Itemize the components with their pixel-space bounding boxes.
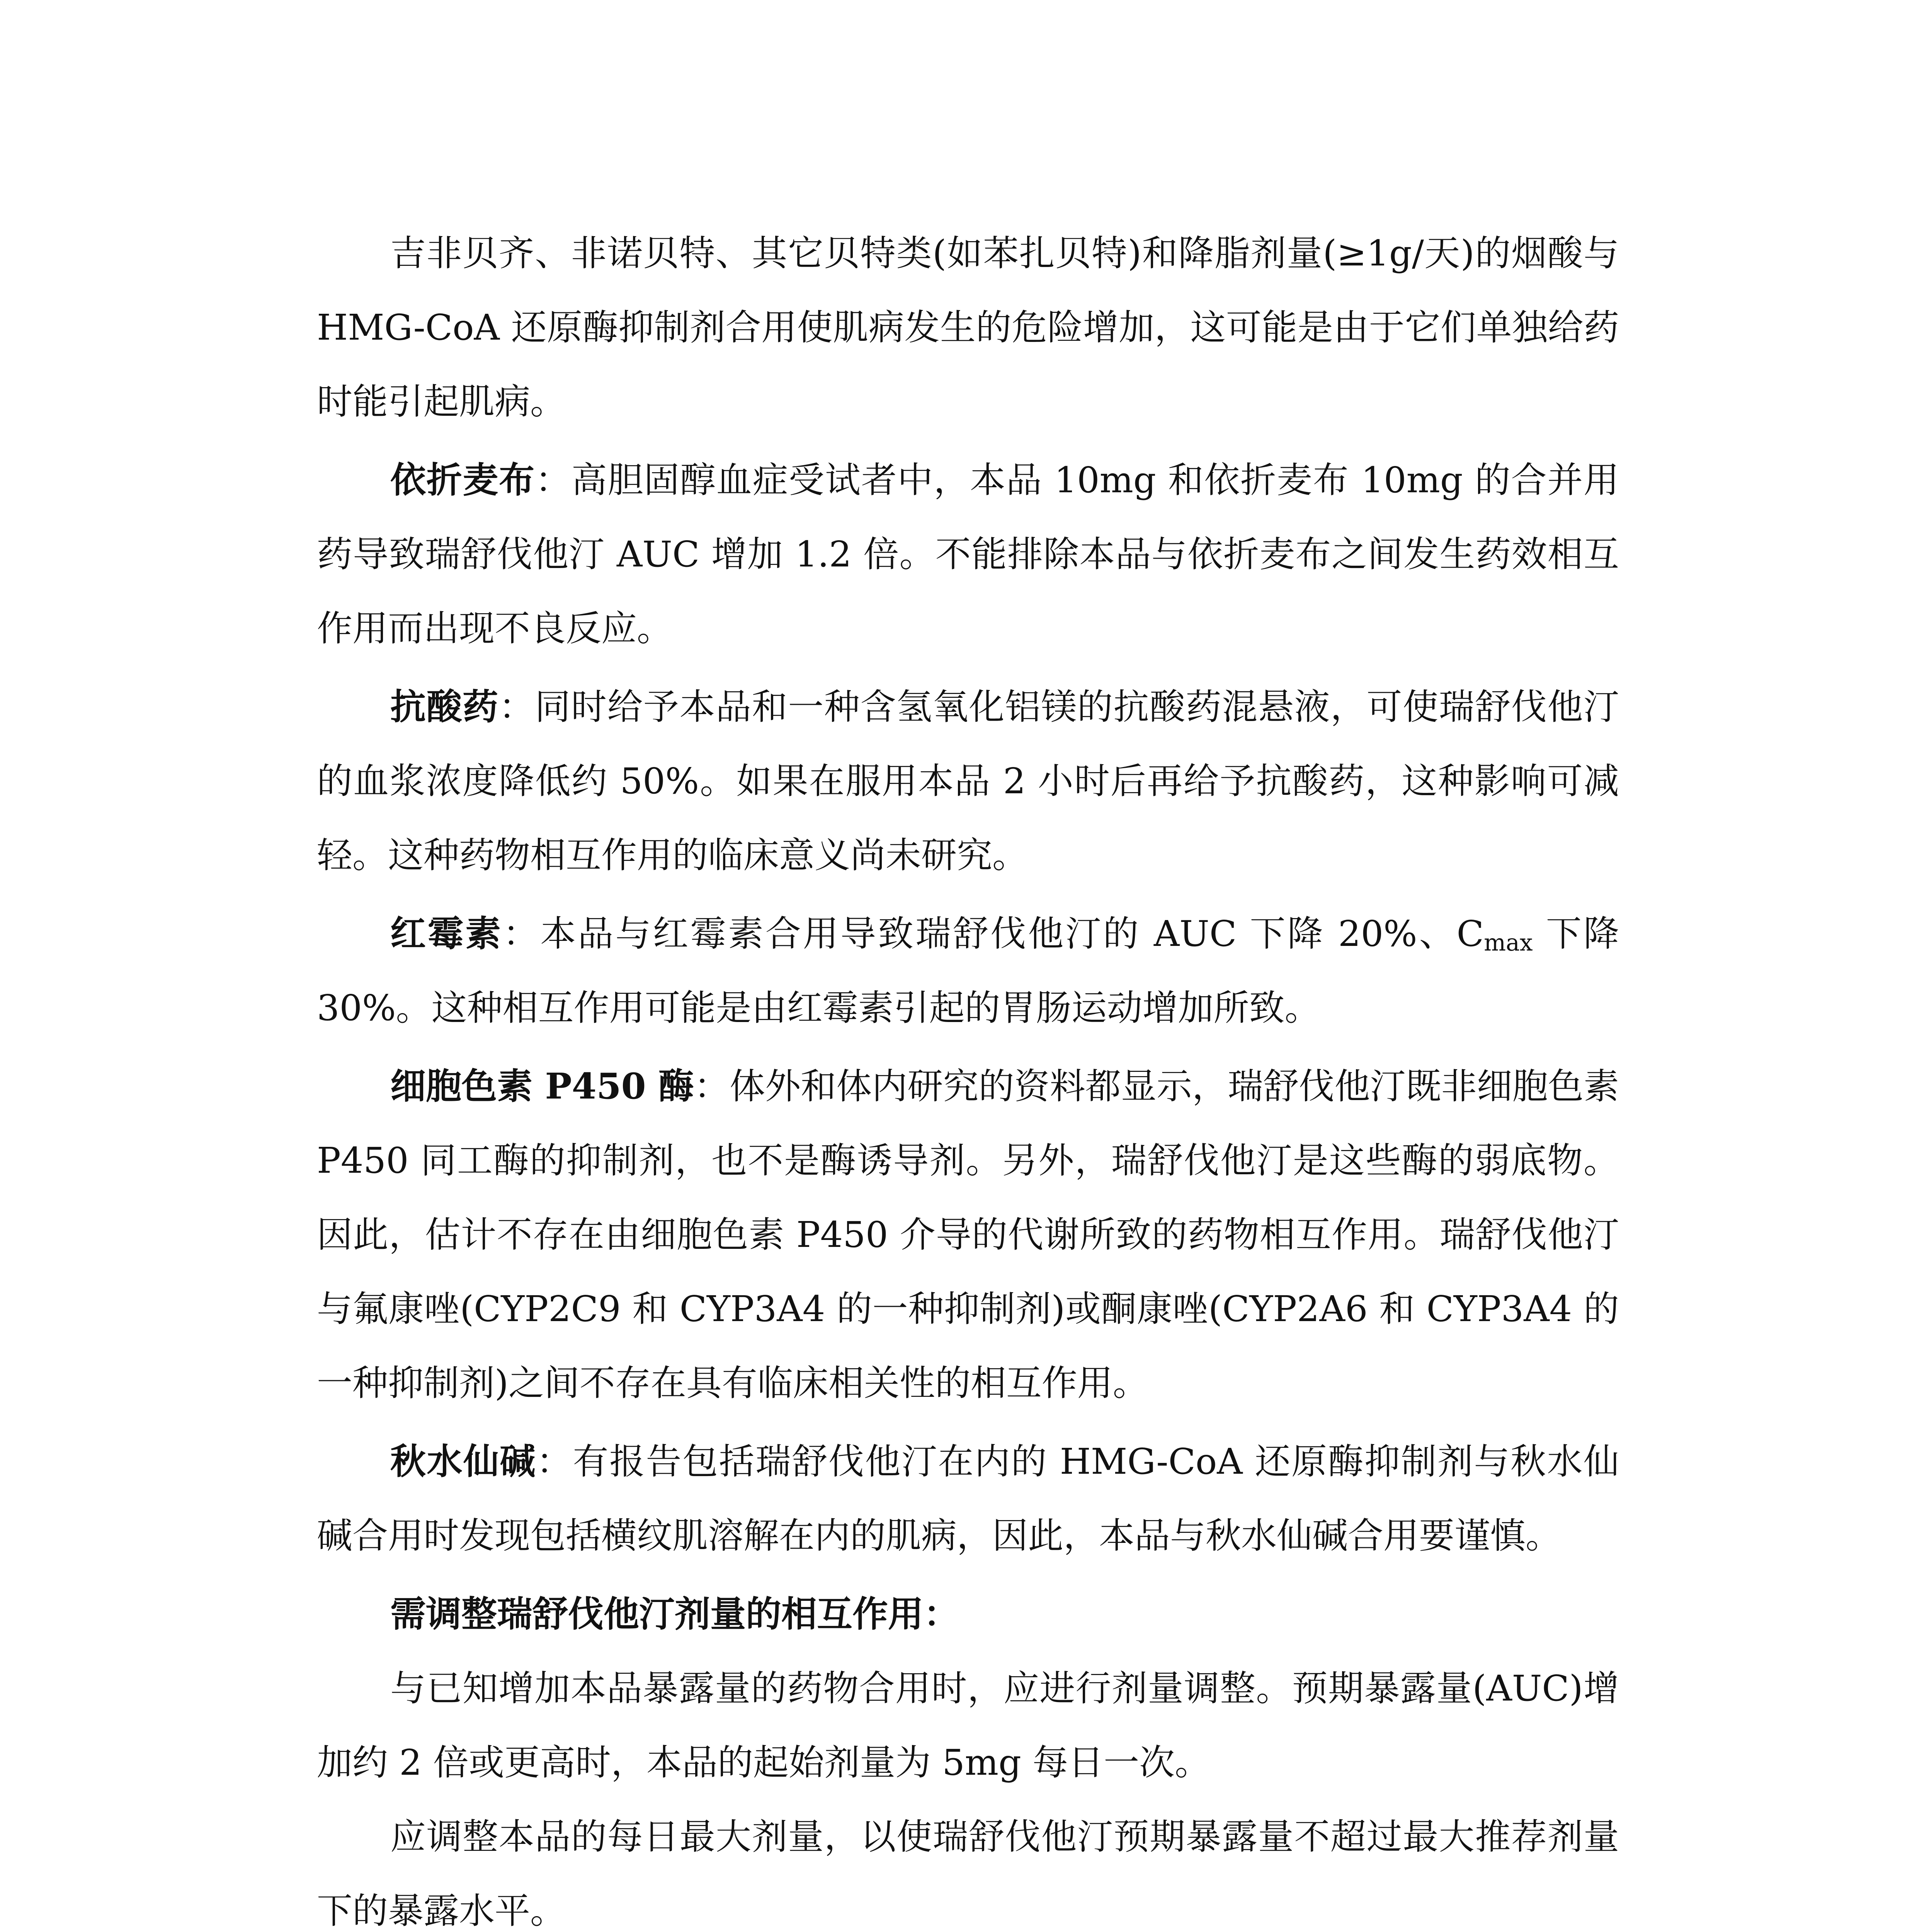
paragraph-dose-adjustment-text: 与已知增加本品暴露量的药物合用时，应进行剂量调整。预期暴露量(AUC)增加约 2 倍或更高时，本品的起始剂量为 5mg 每日一次。 (317, 1668, 1619, 1783)
paragraph-antacid (317, 670, 1619, 893)
term-colchicine: 秋水仙碱 (390, 1440, 537, 1482)
body-text (317, 216, 1619, 1932)
dose-adjustment-heading-text: 需调整瑞舒伐他汀剂量的相互作用： (390, 1593, 959, 1635)
paragraph-erythromycin-text-b: 下降 30%。这种相互作用可能是由红霉素引起的胃肠运动增加所致。 (317, 913, 1619, 1029)
section-heading-dose-adjustment (317, 1577, 1619, 1651)
term-erythromycin: 红霉素 (390, 913, 503, 954)
paragraph-erythromycin-text-a: ：本品与红霉素合用导致瑞舒伐他汀的 AUC 下降 20%、C (503, 913, 1484, 954)
paragraph-cyp450 (317, 1049, 1619, 1420)
paragraph-dose-adjustment (317, 1651, 1619, 1800)
paragraph-max-dose-text: 应调整本品的每日最大剂量，以使瑞舒伐他汀预期暴露量不超过最大推荐剂量下的暴露水平。 (317, 1816, 1619, 1932)
paragraph-colchicine-text: ：有报告包括瑞舒伐他汀在内的 HMG-CoA 还原酶抑制剂与秋水仙碱合用时发现包括横纹肌溶解在内的肌病，因此，本品与秋水仙碱合用要谨慎。 (317, 1441, 1619, 1556)
paragraph-max-dose (317, 1800, 1619, 1932)
paragraph-erythromycin (317, 896, 1619, 1045)
paragraph-antacid-text: ：同时给予本品和一种含氢氧化铝镁的抗酸药混悬液，可使瑞舒伐他汀的血浆浓度降低约 50%。如果在服用本品 2 小时后再给予抗酸药，这种影响可减轻。这种药物相互作用的临床意义尚未研究。 (317, 686, 1619, 876)
cmax-subscript: max (1484, 929, 1533, 956)
paragraph-colchicine (317, 1424, 1619, 1573)
term-ezetimibe: 依折麦布 (390, 459, 536, 501)
term-antacid: 抗酸药 (390, 686, 499, 728)
paragraph-ezetimibe (317, 443, 1619, 666)
paragraph-fibrates-text: 吉非贝齐、非诺贝特、其它贝特类(如苯扎贝特)和降脂剂量(≥1g/天)的烟酸与 HMG-CoA 还原酶抑制剂合用使肌病发生的危险增加，这可能是由于它们单独给药时能引起肌病。 (317, 233, 1619, 422)
paragraph-ezetimibe-text: ：高胆固醇血症受试者中，本品 10mg 和依折麦布 10mg 的合并用药导致瑞舒伐他汀 AUC 增加 1.2 倍。不能排除本品与依折麦布之间发生药效相互作用而出现不良反应。 (317, 459, 1619, 649)
paragraph-cyp450-text: ：体外和体内研究的资料都显示，瑞舒伐他汀既非细胞色素 P450 同工酶的抑制剂，也不是酶诱导剂。另外，瑞舒伐他汀是这些酶的弱底物。因此，估计不存在由细胞色素 P450 介导的代谢所致的药物相互作用。瑞舒伐他汀与氟康唑(CYP2C9 和 CYP3A4 的一种抑制剂)或酮康唑(CYP2A6 和 CYP3A4 的一种抑制剂)之间不存在具有临床相关性的相互作用。 (317, 1066, 1619, 1404)
term-cyp450: 细胞色素 P450 酶 (390, 1065, 694, 1107)
paragraph-fibrates (317, 216, 1619, 439)
